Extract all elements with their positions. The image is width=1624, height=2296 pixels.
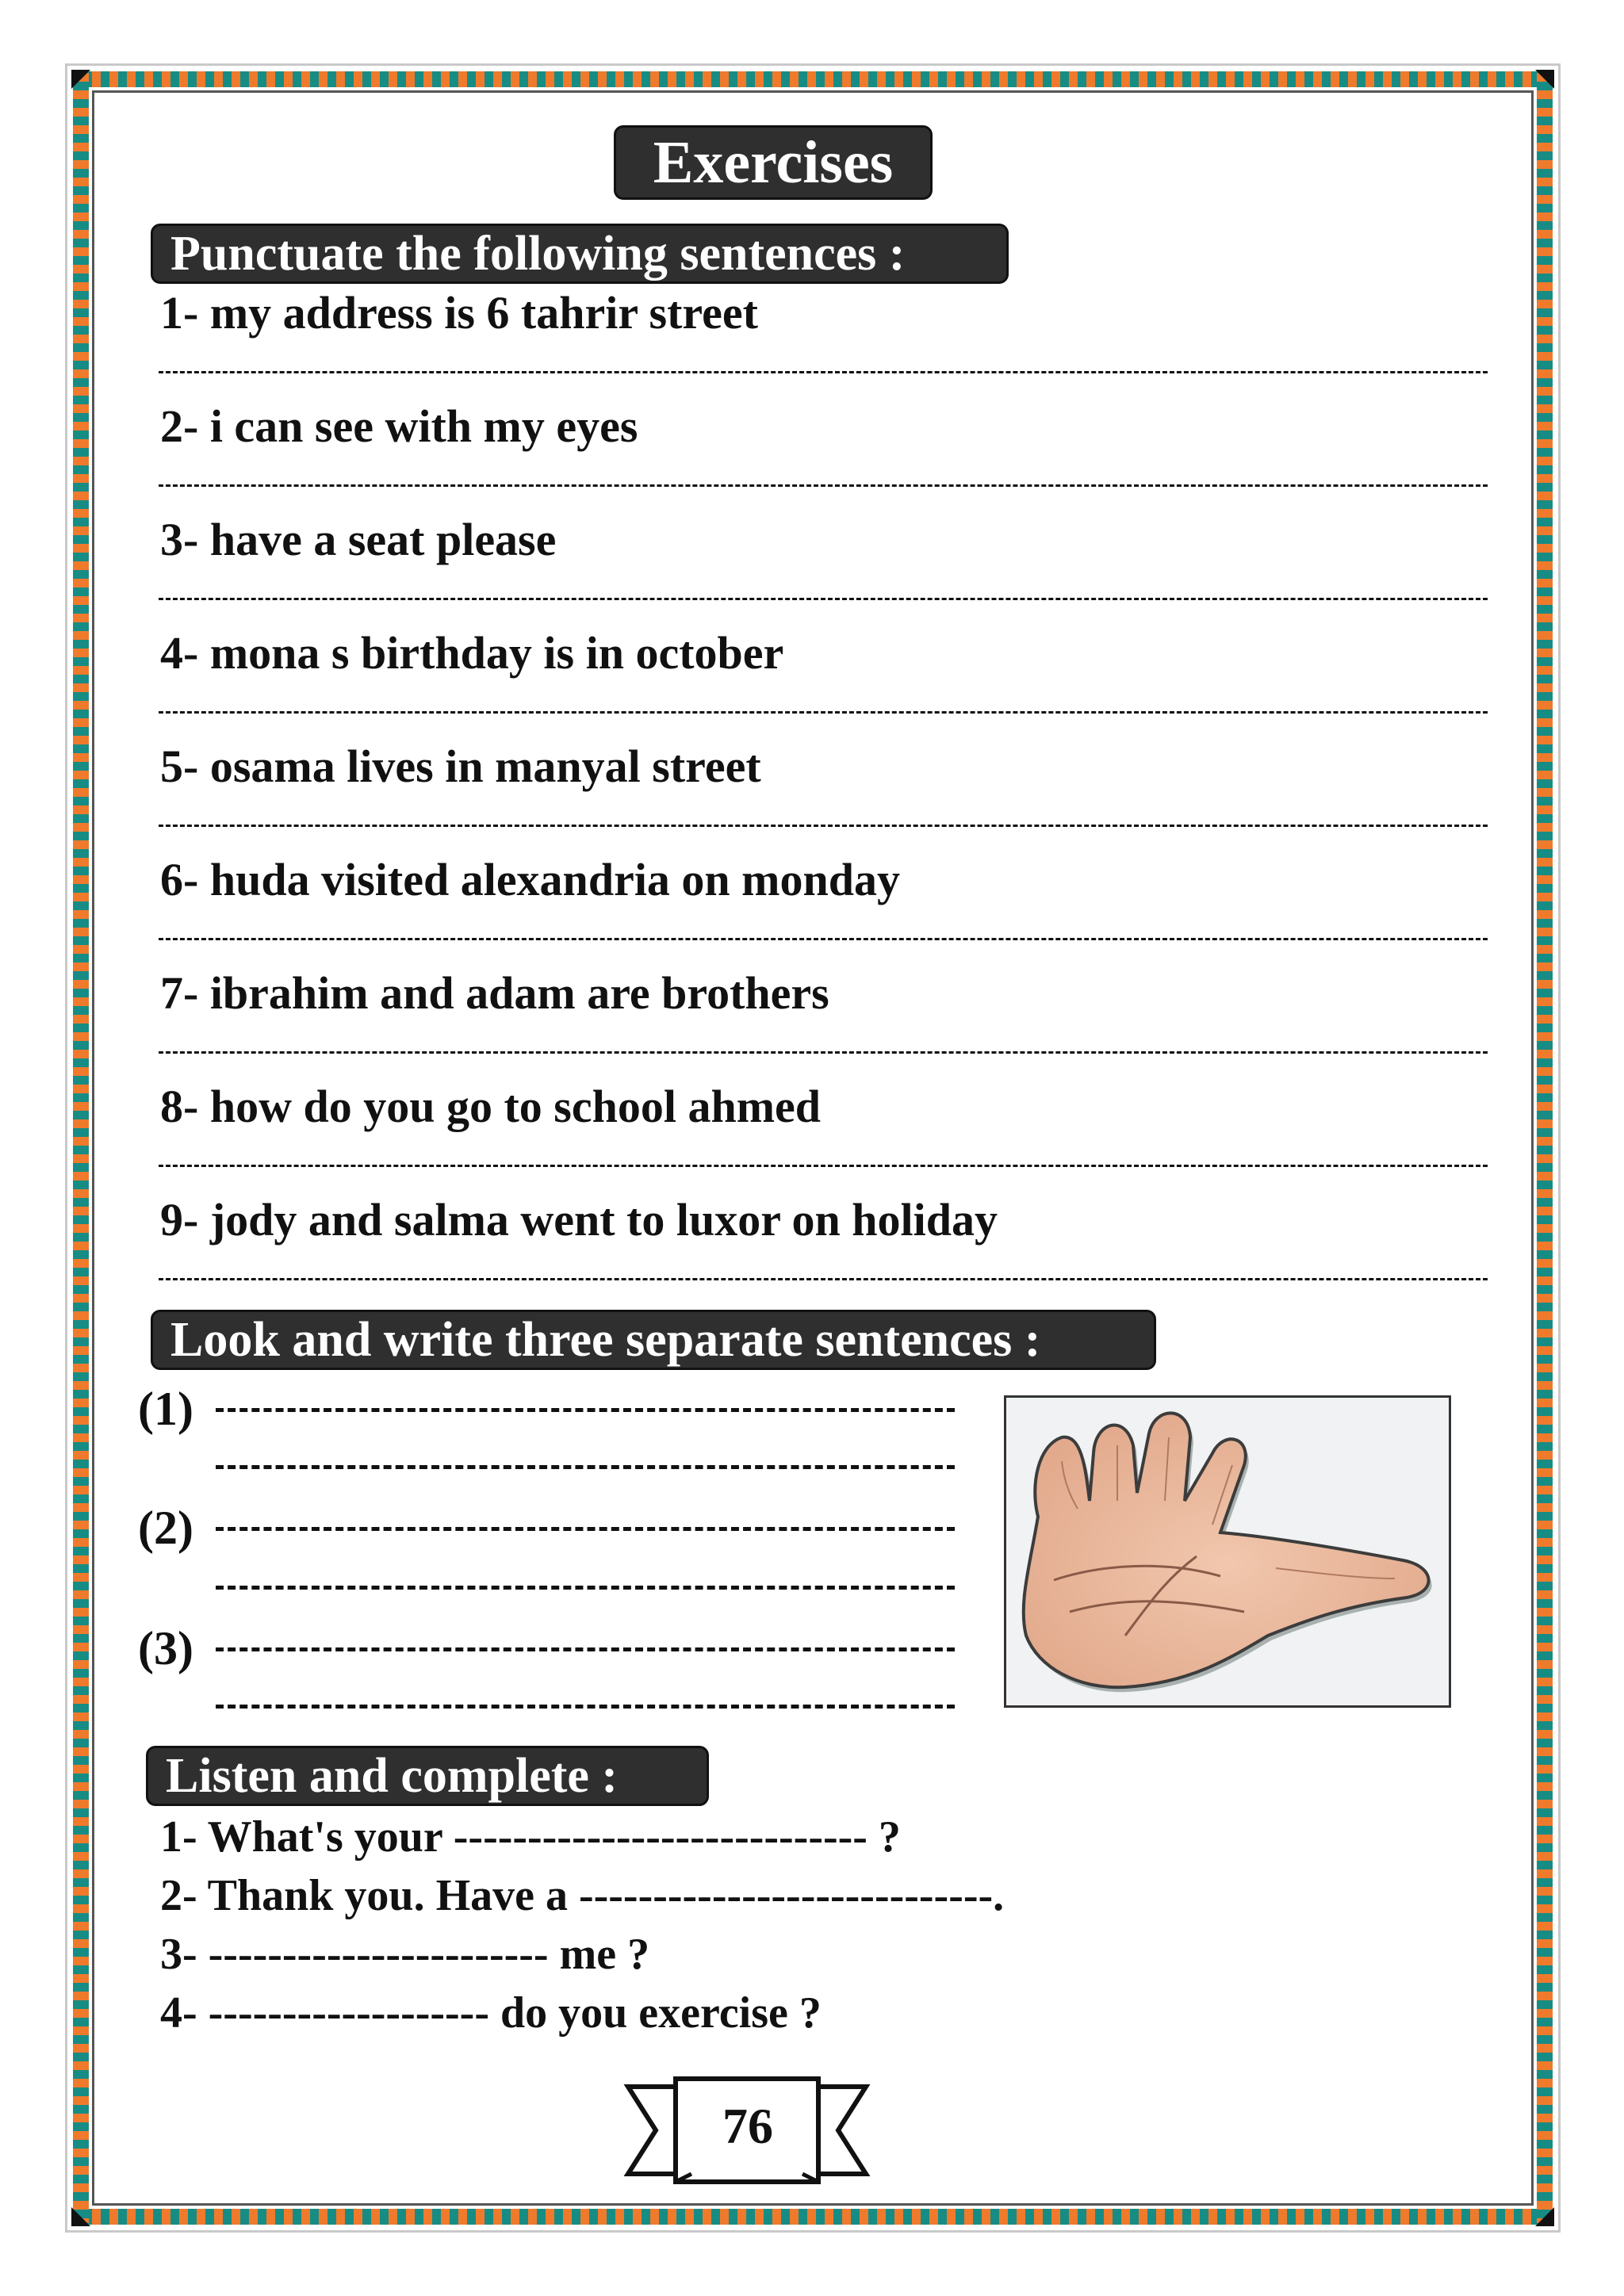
corner-ornament bbox=[71, 70, 90, 89]
sentence-4: 4- mona s birthday is in october bbox=[160, 627, 784, 679]
write-line-2b[interactable] bbox=[216, 1586, 955, 1590]
sentence-3: 3- have a seat please bbox=[160, 514, 557, 565]
answer-line-5[interactable] bbox=[159, 825, 1488, 827]
border-stripe-bottom bbox=[75, 2209, 1551, 2225]
answer-line-3[interactable] bbox=[159, 598, 1488, 600]
write-line-3a[interactable] bbox=[216, 1647, 955, 1651]
sentence-1: 1- my address is 6 tahrir street bbox=[160, 287, 758, 339]
sentence-6: 6- huda visited alexandria on monday bbox=[160, 854, 901, 905]
listen-item-4: 4- ------------------- do you exercise ? bbox=[160, 1988, 822, 2038]
look-write-heading: Look and write three separate sentences : bbox=[151, 1310, 1156, 1370]
listen-item-1: 1- What's your ---------------------------- ? bbox=[160, 1812, 901, 1862]
listen-heading: Listen and complete : bbox=[146, 1746, 709, 1806]
answer-line-4[interactable] bbox=[159, 711, 1488, 714]
answer-line-2[interactable] bbox=[159, 484, 1488, 487]
listen-item-3: 3- ----------------------- me ? bbox=[160, 1930, 650, 1979]
write-line-1b[interactable] bbox=[216, 1465, 955, 1469]
listen-item-2: 2- Thank you. Have a ----------------------------. bbox=[160, 1871, 1005, 1920]
write-line-3b[interactable] bbox=[216, 1705, 955, 1709]
hand-picture bbox=[1004, 1395, 1451, 1708]
page-title: Exercises bbox=[614, 125, 933, 200]
corner-ornament bbox=[71, 2207, 90, 2226]
punctuate-heading: Punctuate the following sentences : bbox=[151, 224, 1009, 284]
write-line-2a[interactable] bbox=[216, 1527, 955, 1531]
sentence-8: 8- how do you go to school ahmed bbox=[160, 1081, 822, 1132]
answer-line-7[interactable] bbox=[159, 1051, 1488, 1054]
corner-ornament bbox=[1535, 2207, 1554, 2226]
sentence-5: 5- osama lives in manyal street bbox=[160, 740, 761, 792]
page-number: 76 bbox=[722, 2098, 773, 2154]
write-label-2: (2) bbox=[138, 1502, 193, 1554]
write-line-1a[interactable] bbox=[216, 1408, 955, 1412]
border-stripe-right bbox=[1537, 73, 1553, 2223]
answer-line-9[interactable] bbox=[159, 1278, 1488, 1280]
sentence-9: 9- jody and salma went to luxor on holiday bbox=[160, 1194, 998, 1246]
sentence-2: 2- i can see with my eyes bbox=[160, 400, 638, 452]
border-stripe-left bbox=[73, 73, 89, 2223]
answer-line-6[interactable] bbox=[159, 938, 1488, 940]
answer-line-1[interactable] bbox=[159, 371, 1488, 373]
write-label-1: (1) bbox=[138, 1383, 193, 1435]
answer-line-8[interactable] bbox=[159, 1165, 1488, 1167]
border-stripe-top bbox=[75, 71, 1551, 87]
write-label-3: (3) bbox=[138, 1622, 193, 1674]
hand-illustration-icon bbox=[1006, 1398, 1449, 1705]
corner-ornament bbox=[1535, 70, 1554, 89]
sentence-7: 7- ibrahim and adam are brothers bbox=[160, 967, 829, 1019]
